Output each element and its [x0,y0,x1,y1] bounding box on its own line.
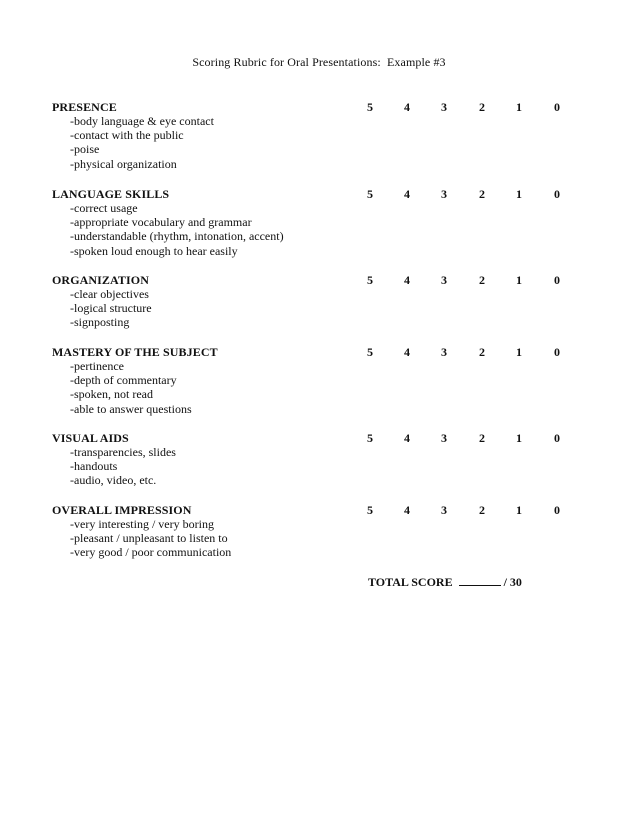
score-option: 1 [516,273,522,287]
category-title: OVERALL IMPRESSION [52,503,192,517]
total-score [368,574,522,590]
score-option: 0 [554,431,560,445]
category-title: VISUAL AIDS [52,431,129,445]
criterion-item: -able to answer questions [70,402,192,416]
criterion-item: -spoken, not read [70,387,153,401]
criterion-item: -clear objectives [70,287,149,301]
criterion-item: -very interesting / very boring [70,517,214,531]
criterion-item: -transparencies, slides [70,445,176,459]
criterion-item: -appropriate vocabulary and grammar [70,215,252,229]
score-option: 3 [441,431,447,445]
category-title: ORGANIZATION [52,273,149,287]
criterion-item: -pleasant / unpleasant to listen to [70,531,228,545]
criterion-item: -understandable (rhythm, intonation, accent) [70,229,284,243]
category-title: LANGUAGE SKILLS [52,187,170,201]
criterion-item: -audio, video, etc. [70,473,157,487]
criterion-item: -logical structure [70,301,152,315]
score-option: 5 [367,345,373,359]
score-option: 0 [554,503,560,517]
score-option: 2 [479,273,485,287]
score-option: 4 [404,345,410,359]
score-option: 1 [516,431,522,445]
category-title: MASTERY OF THE SUBJECT [52,345,218,359]
score-option: 0 [554,187,560,201]
score-option: 0 [554,273,560,287]
score-option: 0 [554,100,560,114]
criterion-item: -depth of commentary [70,373,177,387]
category-title: PRESENCE [52,100,117,114]
criterion-item: -correct usage [70,201,138,215]
score-option: 2 [479,187,485,201]
score-option: 5 [367,431,373,445]
score-option: 2 [479,431,485,445]
criterion-item: -signposting [70,315,130,329]
document-title: Scoring Rubric for Oral Presentations: Example #3 [192,55,446,69]
score-option: 3 [441,345,447,359]
criterion-item: -handouts [70,459,118,473]
score-option: 1 [516,100,522,114]
score-option: 2 [479,503,485,517]
score-option: 4 [404,273,410,287]
criterion-item: -poise [70,142,100,156]
score-option: 3 [441,187,447,201]
criterion-item: -body language & eye contact [70,114,214,128]
score-option: 1 [516,345,522,359]
criterion-item: -physical organization [70,157,177,171]
criterion-item: -spoken loud enough to hear easily [70,244,238,258]
total-score-max: / 30 [503,575,522,589]
score-option: 3 [441,503,447,517]
criterion-item: -contact with the public [70,128,184,142]
total-score-label: TOTAL SCORE [368,575,453,589]
score-option: 1 [516,503,522,517]
criterion-item: -pertinence [70,359,124,373]
score-option: 3 [441,100,447,114]
score-option: 4 [404,431,410,445]
score-option: 4 [404,503,410,517]
score-option: 5 [367,273,373,287]
score-option: 5 [367,503,373,517]
score-option: 0 [554,345,560,359]
score-option: 4 [404,100,410,114]
total-score-blank[interactable] [459,574,501,586]
score-option: 2 [479,345,485,359]
score-option: 1 [516,187,522,201]
score-option: 2 [479,100,485,114]
score-option: 3 [441,273,447,287]
score-option: 4 [404,187,410,201]
score-option: 5 [367,187,373,201]
criterion-item: -very good / poor communication [70,545,232,559]
score-option: 5 [367,100,373,114]
